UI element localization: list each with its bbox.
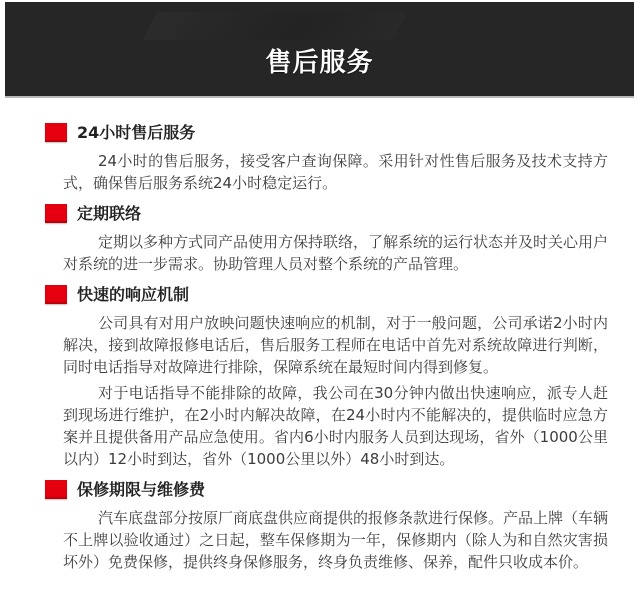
section-heading: 保修期限与维修费	[77, 479, 206, 499]
section-paragraph: 汽车底盘部分按原厂商底盘供应商提供的报修条款进行保修。产品上牌（车辆不上牌以验收通过）之日起，整车保修期为一年，保修期内（除人为和自然灾害损坏外）免费保修，提供终身保修服务，终身负责维修、保养，配件只收成本价。	[63, 509, 609, 571]
watermark	[143, 12, 408, 40]
section-heading-row	[45, 285, 608, 304]
section-paragraph: 定期以多种方式同产品使用方保持联络，了解系统的运行状态并及时关心用户对系统的进一步需求。协助管理人员对整个系统的产品管理。	[63, 233, 609, 273]
section-regular-contact	[0, 204, 643, 275]
red-square-bullet-icon	[45, 480, 67, 499]
section-fast-response	[0, 285, 643, 470]
section-heading-row	[45, 204, 608, 223]
section-heading: 24小时售后服务	[77, 122, 196, 142]
section-paragraph: 对于电话指导不能排除的故障，我公司在30分钟内做出快速响应，派专人赶到现场进行维护，在2小时内解决故障，在24小时内不能解决的，提供临时应急方案并且提供备用产品应急使用。省内6小时内服务人员到达现场，省外（1000公里以内）12小时到达，省外（1000公里以外）48小时到达。	[63, 384, 608, 468]
red-square-bullet-icon	[45, 285, 67, 304]
section-paragraph: 公司具有对用户放映问题快速响应的机制，对于一般问题，公司承诺2小时内解决，接到故障报修电话后，售后服务工程师在电话中首先对系统故障进行判断，同时电话指导对故障进行排除，保障系统在最短时间内得到修复。	[63, 314, 608, 376]
section-paragraph: 24小时的售后服务，接受客户查询保障。采用针对性售后服务及技术支持方式，确保售后服务系统24小时稳定运行。	[63, 152, 608, 192]
red-square-bullet-icon	[45, 204, 67, 223]
content-area	[0, 98, 643, 577]
section-heading: 定期联络	[77, 203, 142, 223]
section-warranty	[0, 480, 643, 573]
title-banner	[5, 2, 634, 98]
page-title: 售后服务	[265, 47, 374, 78]
section-heading-row	[45, 480, 608, 499]
section-heading-row	[45, 123, 608, 142]
red-square-bullet-icon	[45, 123, 67, 142]
section-24h-service	[0, 123, 643, 194]
section-heading: 快速的响应机制	[77, 284, 190, 304]
